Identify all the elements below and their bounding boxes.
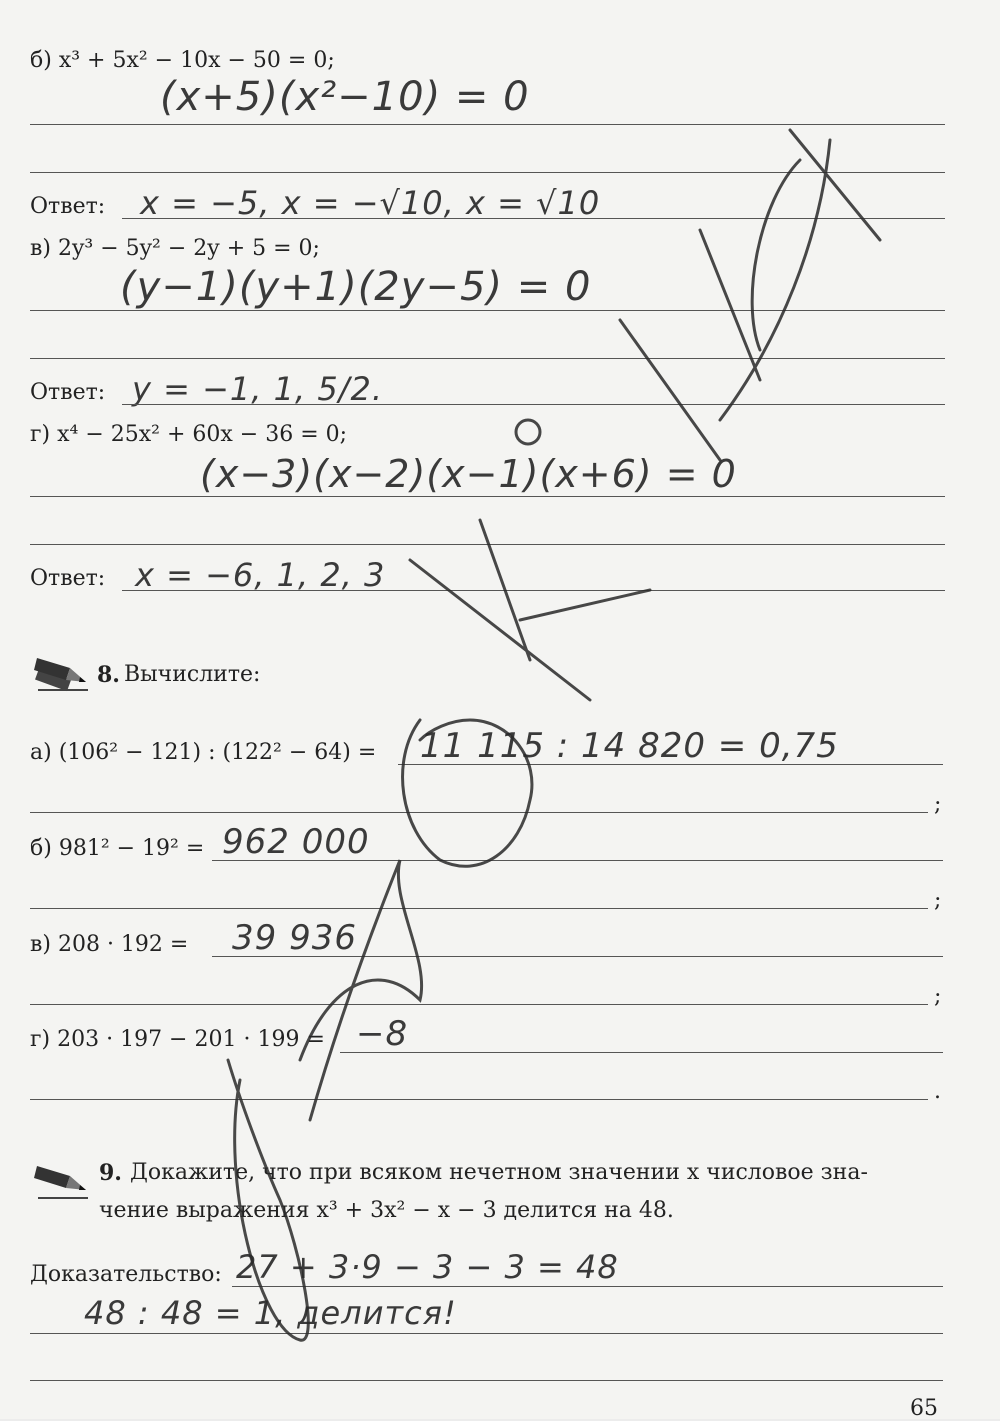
ex7-v-label: в) 2y³ − 5y² − 2y + 5 = 0; [30,236,320,261]
ex7-b-work: (x+5)(x²−10) = 0 [160,74,530,120]
ex7-b-answer: x = −5, x = −√10, x = √10 [140,184,601,222]
ex9-proof-label: Доказательство: [30,1262,222,1287]
ex7-b-answer-label: Ответ: [30,194,106,219]
ex8-g-end: . [934,1079,941,1104]
ex7-g-answer: x = −6, 1, 2, 3 [135,556,386,594]
ex8-a-label: а) (106² − 121) : (122² − 64) = [30,740,377,765]
ex8-a-end: ; [934,792,942,817]
ex7-v-work: (y−1)(y+1)(2y−5) = 0 [120,264,592,310]
ex7-v-answer-label: Ответ: [30,380,106,405]
ex7-b-label: б) x³ + 5x² − 10x − 50 = 0; [30,48,335,73]
ex9-number: 9. [99,1160,122,1186]
ex9-proof-line2: 48 : 48 = 1, делится! [84,1294,457,1332]
ex8-b-label: б) 981² − 19² = [30,836,205,861]
ex8-g-answer: −8 [356,1014,409,1054]
ex8-v-end: ; [934,984,942,1009]
ex9-proof-line1: 27 + 3·9 − 3 − 3 = 48 [236,1248,619,1286]
ex9-text-line2: чение выражения x³ + 3x² − x − 3 делится на 48. [99,1198,674,1223]
ex8-g-label: г) 203 · 197 − 201 · 199 = [30,1027,325,1052]
ex7-g-answer-label: Ответ: [30,566,106,591]
page-number: 65 [910,1396,938,1421]
ex8-title: Вычислите: [124,662,261,687]
ex9-text-line1: Докажите, что при всяком нечетном значении x числовое зна- [130,1160,868,1185]
ex8-b-answer: 962 000 [222,822,370,862]
ex7-v-answer: y = −1, 1, 5/2. [132,370,383,408]
ex8-v-answer: 39 936 [232,918,357,958]
ex7-g-work: (x−3)(x−2)(x−1)(x+6) = 0 [200,452,737,496]
ex8-v-label: в) 208 · 192 = [30,932,189,957]
ex8-b-end: ; [934,888,942,913]
ex7-g-label: г) x⁴ − 25x² + 60x − 36 = 0; [30,422,348,447]
ex8-number: 8. [97,662,120,688]
ex8-a-answer: 11 115 : 14 820 = 0,75 [420,726,839,766]
